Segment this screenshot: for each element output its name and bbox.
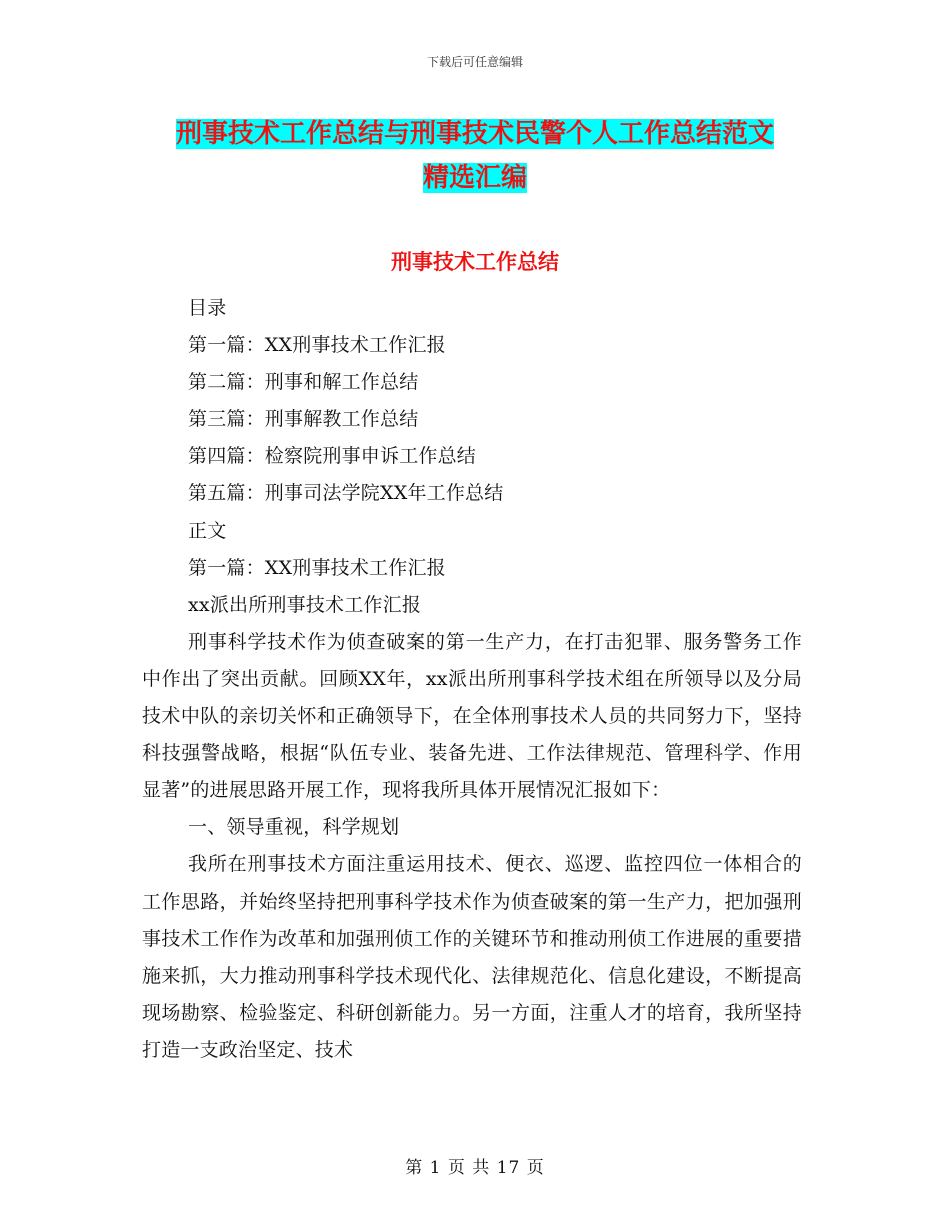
toc-item: 第四篇：检察院刑事申诉工作总结: [188, 445, 477, 468]
toc-item: 第一篇：XX刑事技术工作汇报: [188, 334, 446, 357]
body-label: 正文: [188, 519, 227, 542]
page-header-note: 下载后可任意编辑: [426, 55, 523, 69]
toc-item: 第二篇：刑事和解工作总结: [188, 371, 419, 394]
toc-item: 第三篇：刑事解教工作总结: [188, 408, 419, 431]
document-title: [140, 112, 810, 200]
section-title: 刑事技术工作总结: [391, 249, 559, 274]
report-title: xx派出所刑事技术工作汇报: [188, 593, 422, 616]
subheading: 一、领导重视，科学规划: [188, 816, 400, 839]
document-title-line1: 刑事技术工作总结与刑事技术民警个人工作总结范文: [175, 119, 774, 149]
toc-heading: 目录: [188, 297, 227, 319]
document-title-line2: 精选汇编: [422, 163, 527, 193]
page-number: 第 1 页 共 17 页: [405, 1158, 545, 1178]
document-body: [142, 290, 802, 1069]
toc-item: 第五篇：刑事司法学院XX年工作总结: [188, 482, 504, 505]
chapter-title: 第一篇：XX刑事技术工作汇报: [188, 556, 446, 579]
body-paragraph: 刑事科学技术作为侦查破案的第一生产力，在打击犯罪、服务警务工作中作出了突出贡献。回顾XX年，xx派出所刑事科学技术组在所领导以及分局技术中队的亲切关怀和正确领导下，在全体刑事技术人员的共同努力下，坚持科技强警战略，根据“队伍专业、装备先进、工作法律规范、管理科学、作用显著”的进展思路开展工作，现将我所具体开展情况汇报如下：: [142, 630, 802, 802]
body-paragraph: 我所在刑事技术方面注重运用技术、便衣、巡逻、监控四位一体相合的工作思路，并始终坚持把刑事科学技术作为侦查破案的第一生产力，把加强刑事技术工作作为改革和加强刑侦工作的关键环节和推动刑侦工作进展的重要措施来抓，大力推动刑事科学技术现代化、法律规范化、信息化建设，不断提高现场勘察、检验鉴定、科研创新能力。另一方面，注重人才的培育，我所坚持打造一支政治坚定、技术: [142, 853, 802, 1061]
